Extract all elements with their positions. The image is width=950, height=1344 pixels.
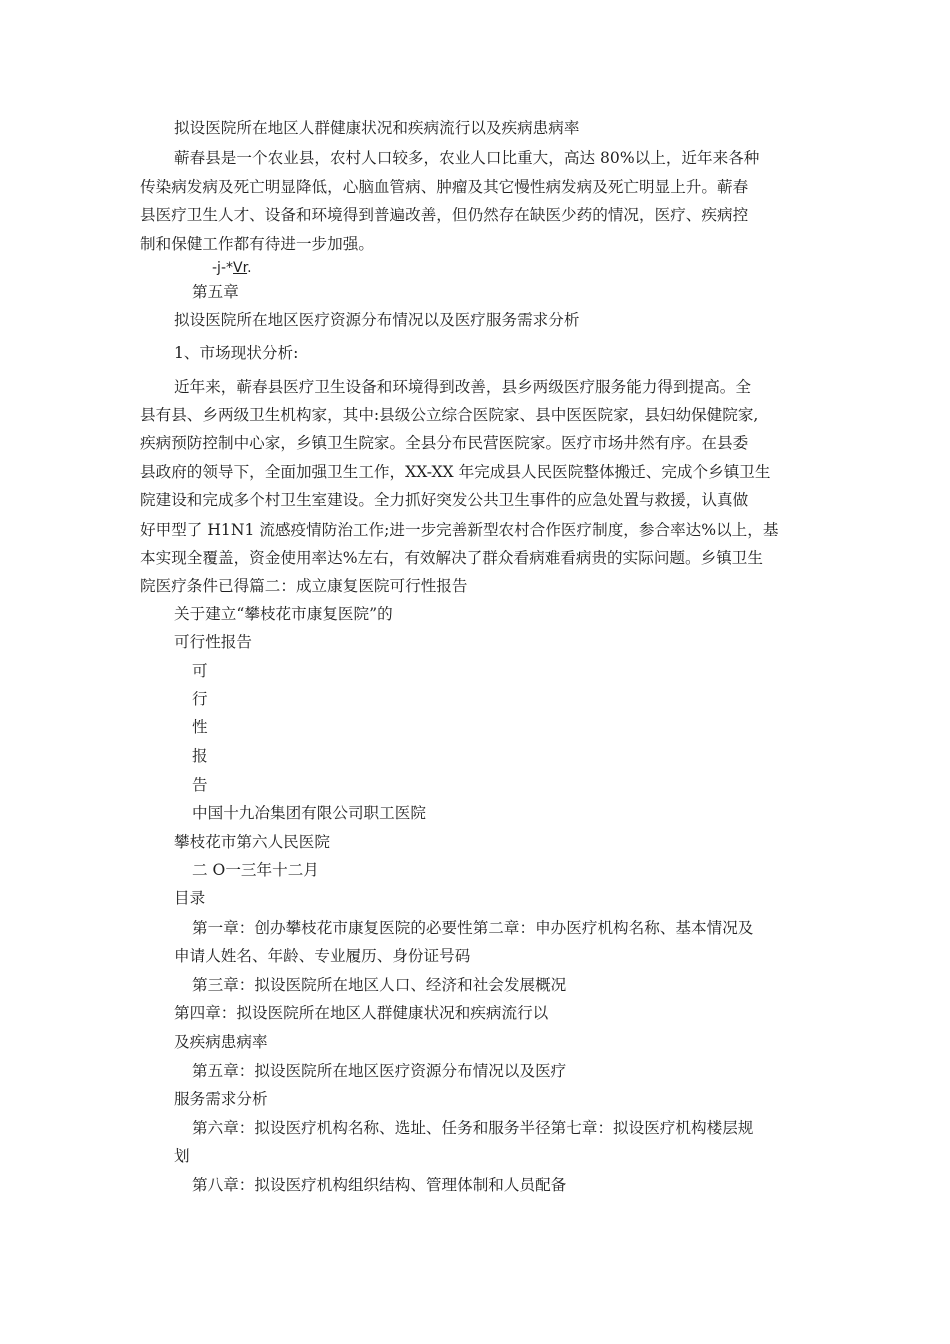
paragraph-line: 院建设和完成多个村卫生室建设。全力抓好突发公共卫生事件的应急处置与救援，认真做 <box>140 491 749 509</box>
garbled-text-line <box>212 258 252 278</box>
paragraph-line: 传染病发病及死亡明显降低，心脑血管病、肿瘤及其它慢性病发病及死亡明显上升。蕲春 <box>140 178 749 196</box>
garbled-text-prefix: -j-* <box>212 260 233 276</box>
heading-chapter4-topic: 拟设医院所在地区人群健康状况和疾病流行以及疾病患病率 <box>174 119 580 137</box>
garbled-text-suffix: . <box>247 260 252 276</box>
toc-heading: 目录 <box>174 889 206 907</box>
chapter-title: 第五章 <box>192 283 239 301</box>
toc-entry-continued: 及疾病患病率 <box>174 1033 268 1051</box>
toc-entry: 第五章：拟设医院所在地区医疗资源分布情况以及医疗 <box>192 1062 567 1080</box>
report-date: 二 O一三年十二月 <box>192 861 319 879</box>
vertical-title-char: 告 <box>192 776 208 794</box>
vertical-title-char: 报 <box>192 747 208 765</box>
vertical-title-char: 性 <box>192 718 208 736</box>
paragraph-line: 县医疗卫生人才、设备和环境得到普遍改善，但仍然存在缺医少药的情况，医疗、疾病控 <box>140 206 749 224</box>
toc-entry: 第八章：拟设医疗机构组织结构、管理体制和人员配备 <box>192 1176 567 1194</box>
organization-name: 攀枝花市第六人民医院 <box>174 833 330 851</box>
paragraph-line: 县有县、乡两级卫生机构家，其中:县级公立综合医院家、县中医医院家，县妇幼保健院家, <box>140 406 759 424</box>
report-title-line1: 关于建立“攀枝花市康复医院”的 <box>174 605 393 623</box>
toc-entry-continued: 划 <box>174 1147 190 1165</box>
paragraph-line: 好甲型了 H1N1 流感疫情防治工作;进一步完善新型农村合作医疗制度，参合率达%以上，基 <box>140 521 779 539</box>
paragraph-line: 近年来，蕲春县医疗卫生设备和环境得到改善，县乡两级医疗服务能力得到提高。全 <box>174 378 751 396</box>
toc-entry-continued: 申请人姓名、年龄、专业履历、身份证号码 <box>174 947 471 965</box>
toc-entry: 第一章：创办攀枝花市康复医院的必要性第二章：申办医疗机构名称、基本情况及 <box>192 919 754 937</box>
paragraph-line: 本实现全覆盖，资金使用率达%左右，有效解决了群众看病难看病贵的实际问题。乡镇卫生 <box>140 549 763 567</box>
vertical-title-char: 可 <box>192 662 208 680</box>
paragraph-line: 院医疗条件已得篇二：成立康复医院可行性报告 <box>140 577 468 595</box>
toc-entry: 第六章：拟设医疗机构名称、选址、任务和服务半径第七章：拟设医疗机构楼层规 <box>192 1119 754 1137</box>
toc-entry: 第四章：拟设医院所在地区人群健康状况和疾病流行以 <box>174 1004 549 1022</box>
report-title-line2: 可行性报告 <box>174 633 252 651</box>
toc-entry-continued: 服务需求分析 <box>174 1090 268 1108</box>
toc-entry: 第三章：拟设医院所在地区人口、经济和社会发展概况 <box>192 976 567 994</box>
garbled-text-underlined: Vr <box>233 260 248 276</box>
paragraph-line: 制和保健工作都有待进一步加强。 <box>140 235 374 253</box>
paragraph-line: 疾病预防控制中心家，乡镇卫生院家。全县分布民营医院家。医疗市场井然有序。在县委 <box>140 434 749 452</box>
section-heading: 拟设医院所在地区医疗资源分布情况以及医疗服务需求分析 <box>174 311 580 329</box>
paragraph-line: 县政府的领导下，全面加强卫生工作，XX-XX 年完成县人民医院整体搬迁、完成个乡镇卫生 <box>140 463 771 481</box>
paragraph-line: 蕲春县是一个农业县，农村人口较多，农业人口比重大，高达 80%以上，近年来各种 <box>174 149 760 167</box>
subsection-heading: 1、市场现状分析: <box>174 344 299 362</box>
vertical-title-char: 行 <box>192 690 208 708</box>
organization-name: 中国十九冶集团有限公司职工医院 <box>192 804 426 822</box>
